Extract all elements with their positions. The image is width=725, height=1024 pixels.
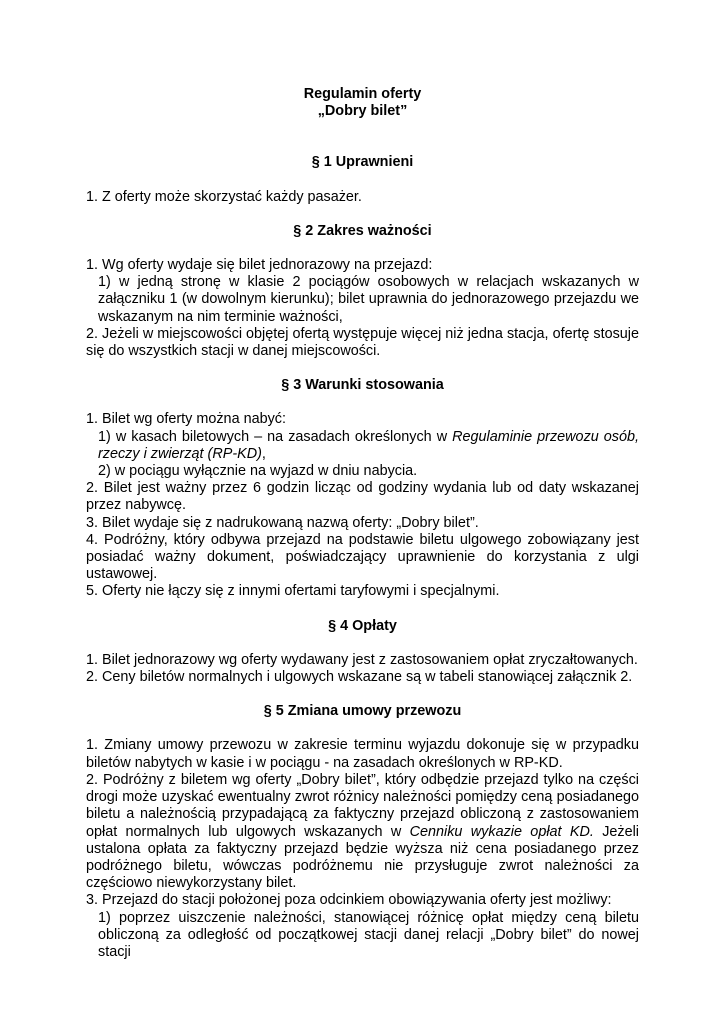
paragraph: 1) poprzez uiszczenie należności, stanowiącej różnicę opłat między ceną biletu obliczoną za odległość od początkowej stacji danej relacji „Dobry bilet” do nowej stacji bbox=[98, 909, 639, 960]
paragraph: 2. Bilet jest ważny przez 6 godzin licząc od godziny wydania lub od daty wskazanej przez nabywcę. bbox=[86, 480, 639, 514]
section-heading: § 1 Uprawnieni bbox=[311, 154, 414, 171]
section-2 bbox=[86, 223, 639, 360]
text-run: , bbox=[261, 445, 266, 462]
text-run: 2. Podróżny z biletem wg oferty „Dobry bilet”, który odbędzie przejazd tylko na części drogi może uzyskać ewentualny zwrot różnicy należności pomiędzy ceną posiadanego biletu a należnością przypadającą za faktyczny przejazd obliczoną z zastosowaniem opłat normalnych lub ulgowych wskazanych w bbox=[86, 771, 639, 840]
document-title: Regulamin oferty bbox=[303, 86, 422, 102]
paragraph: 1. Zmiany umowy przewozu w zakresie terminu wyjazdu dokonuje się w przypadku biletów nabytych w kasie i w pociągu - na zasadach określonych w RP-KD. bbox=[86, 737, 639, 771]
paragraph: 5. Oferty nie łączy się z innymi ofertami taryfowymi i specjalnymi. bbox=[86, 583, 500, 600]
italic-reference: Cenniku wykazie opłat KD. bbox=[409, 823, 594, 840]
paragraph: 4. Podróżny, który odbywa przejazd na podstawie biletu ulgowego zobowiązany jest posiadać ważny dokument, poświadczający uprawnienie do korzystania z ulgi ustawowej. bbox=[86, 531, 639, 583]
paragraph: 1. Bilet wg oferty można nabyć: bbox=[86, 411, 286, 428]
section-1 bbox=[86, 154, 639, 205]
paragraph: 1. Bilet jednorazowy wg oferty wydawany jest z zastosowaniem opłat zryczałtowanych. bbox=[86, 651, 638, 668]
section-heading: § 3 Warunki stosowania bbox=[281, 377, 444, 394]
document-subtitle: „Dobry bilet” bbox=[317, 103, 408, 120]
section-3 bbox=[86, 377, 639, 600]
text-run: Jeżeli ustalona opłata za faktyczny przejazd będzie wyższa niż cena posiadanego przez podróżnego biletu, wówczas podróżnemu nie przysługuje zwrot należności za częściowo niewykorzystany bilet. bbox=[86, 823, 639, 892]
paragraph: 2. Jeżeli w miejscowości objętej ofertą występuje więcej niż jedna stacja, ofertę stosuje się do wszystkich stacji w danej miejscowości. bbox=[86, 325, 639, 360]
paragraph: 1) w jedną stronę w klasie 2 pociągów osobowych w relacjach wskazanych w załączniku 1 (w dowolnym kierunku); bilet uprawnia do jednorazowego przejazdu we wskazanym na nim terminie ważności, bbox=[98, 274, 639, 325]
paragraph: 1. Wg oferty wydaje się bilet jednorazowy na przejazd: bbox=[86, 257, 433, 274]
paragraph: 3. Przejazd do stacji położonej poza odcinkiem obowiązywania oferty jest możliwy: bbox=[86, 892, 612, 909]
text-run: 1) w kasach biletowych – na zasadach określonych w bbox=[98, 428, 453, 445]
section-4 bbox=[86, 618, 639, 687]
paragraph: 3. Bilet wydaje się z nadrukowaną nazwą oferty: „Dobry bilet”. bbox=[86, 514, 479, 531]
section-heading: § 4 Opłaty bbox=[328, 617, 397, 634]
paragraph: 1. Z oferty może skorzystać każdy pasażer. bbox=[86, 188, 362, 205]
section-heading: § 2 Zakres ważności bbox=[293, 222, 432, 239]
paragraph: 2. Ceny biletów normalnych i ulgowych wskazane są w tabeli stanowiącej załącznik 2. bbox=[86, 669, 633, 686]
section-heading: § 5 Zmiana umowy przewozu bbox=[263, 703, 462, 720]
paragraph bbox=[86, 772, 639, 892]
italic-reference: Regulaminie przewozu osób, rzeczy i zwierząt (RP-KD) bbox=[98, 428, 640, 462]
document-page bbox=[86, 86, 639, 961]
paragraph bbox=[86, 429, 639, 463]
section-5 bbox=[86, 703, 639, 961]
paragraph: 2) w pociągu wyłącznie na wyjazd w dniu nabycia. bbox=[98, 463, 418, 480]
